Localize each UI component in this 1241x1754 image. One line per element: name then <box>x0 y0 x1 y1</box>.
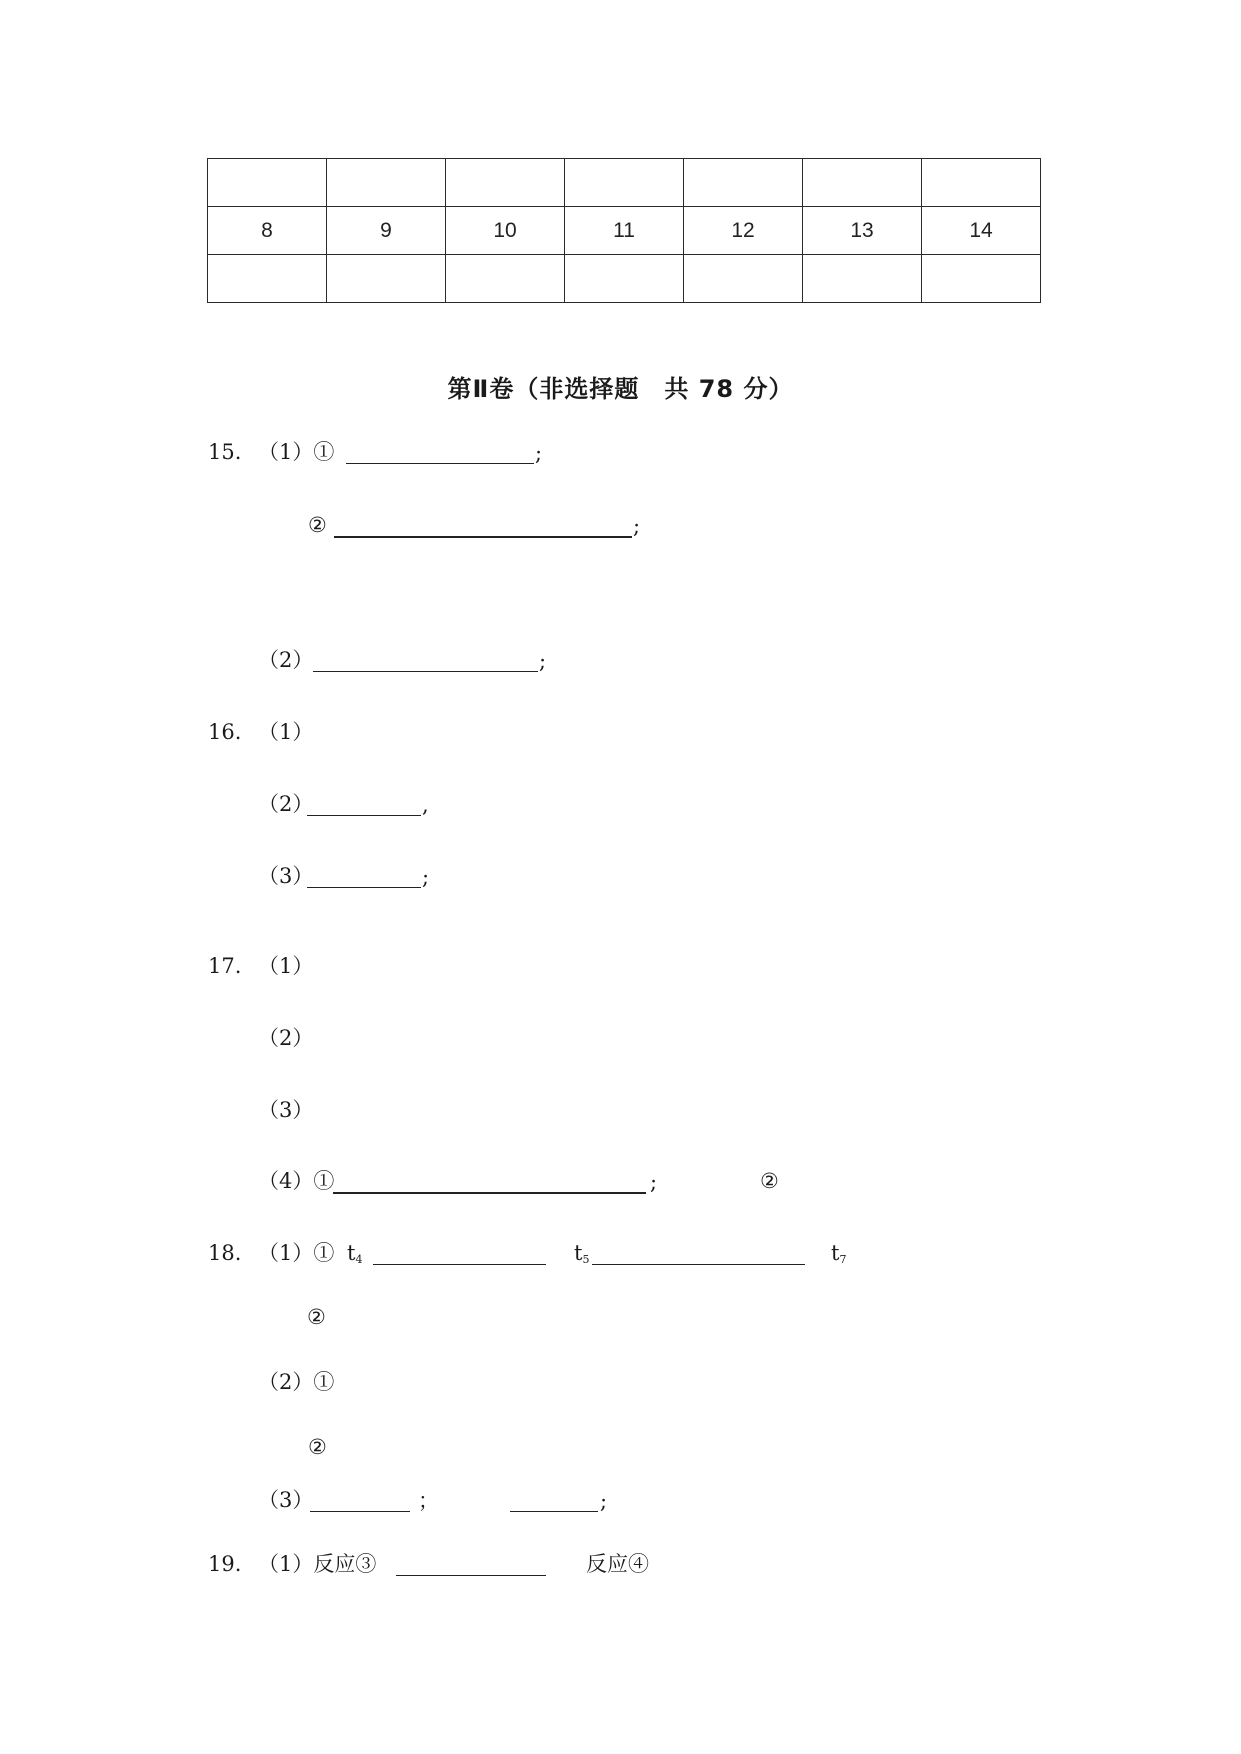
reaction-label: 反应④ <box>586 1552 649 1576</box>
time-label-t7: $t_7$ <box>831 1241 847 1266</box>
question-number-cell: 10 <box>446 207 565 255</box>
question-number-cell: 14 <box>922 207 1041 255</box>
part-label: （2） <box>258 648 314 672</box>
answer-cell[interactable] <box>803 255 922 303</box>
question-number: 15. <box>208 440 242 464</box>
part-label: （2）① <box>258 1370 335 1394</box>
answer-blank[interactable] <box>307 887 421 888</box>
sub-part-label: ② <box>308 1435 327 1459</box>
part-label: （1）① <box>258 1241 335 1265</box>
answer-blank[interactable] <box>592 1264 805 1265</box>
answer-cell[interactable] <box>446 255 565 303</box>
answer-blank[interactable] <box>334 536 632 538</box>
answer-cell[interactable] <box>803 159 922 207</box>
part-label: （3） <box>258 1098 314 1122</box>
punctuation: ; <box>650 1170 658 1194</box>
part-label: （1）反应③ <box>258 1552 377 1576</box>
time-label-t4: $t_4$ <box>347 1241 363 1266</box>
part-label: （1）① <box>258 440 335 464</box>
section-title: 第Ⅱ卷（非选择题 共 78 分） <box>447 375 794 403</box>
part-label: （1） <box>258 954 314 978</box>
answer-cell[interactable] <box>922 159 1041 207</box>
answer-blank[interactable] <box>346 463 534 464</box>
part-label: （2） <box>258 1026 314 1050</box>
answer-cell[interactable] <box>327 255 446 303</box>
question-number: 17. <box>208 954 242 978</box>
question-number: 16. <box>208 720 242 744</box>
answer-blank[interactable] <box>310 1511 410 1512</box>
table-row <box>208 255 1041 303</box>
sub-part-label: ② <box>308 513 327 537</box>
punctuation: ; <box>535 441 543 465</box>
question-number: 18. <box>208 1241 242 1265</box>
punctuation: ; <box>600 1489 608 1513</box>
answer-cell[interactable] <box>446 159 565 207</box>
question-number: 19. <box>208 1552 242 1576</box>
question-number-cell: 11 <box>565 207 684 255</box>
part-label: （3） <box>258 864 314 888</box>
answer-blank[interactable] <box>307 815 421 816</box>
answer-cell[interactable] <box>684 159 803 207</box>
part-label: （2） <box>258 792 314 816</box>
punctuation: ； <box>418 1489 439 1513</box>
punctuation: , <box>422 793 429 817</box>
answer-table <box>207 158 1041 303</box>
part-label: （4）① <box>258 1169 335 1193</box>
answer-cell[interactable] <box>565 255 684 303</box>
answer-cell[interactable] <box>565 159 684 207</box>
part-label: （3） <box>258 1488 314 1512</box>
table-row <box>208 159 1041 207</box>
answer-blank[interactable] <box>396 1575 546 1576</box>
punctuation: ; <box>422 865 430 889</box>
sub-part-label: ② <box>760 1169 779 1193</box>
answer-blank[interactable] <box>333 1192 646 1194</box>
punctuation: ; <box>633 514 641 538</box>
punctuation: ; <box>539 649 547 673</box>
answer-cell[interactable] <box>327 159 446 207</box>
answer-blank[interactable] <box>313 671 538 672</box>
sub-part-label: ② <box>307 1305 326 1329</box>
answer-cell[interactable] <box>208 159 327 207</box>
time-label-t5: $t_5$ <box>574 1241 590 1266</box>
question-number-cell: 9 <box>327 207 446 255</box>
question-number-cell: 12 <box>684 207 803 255</box>
question-number-cell: 8 <box>208 207 327 255</box>
answer-cell[interactable] <box>922 255 1041 303</box>
answer-cell[interactable] <box>208 255 327 303</box>
question-number-cell: 13 <box>803 207 922 255</box>
answer-cell[interactable] <box>684 255 803 303</box>
part-label: （1） <box>258 720 314 744</box>
table-row <box>208 207 1041 255</box>
answer-blank[interactable] <box>510 1511 598 1512</box>
answer-blank[interactable] <box>373 1264 546 1265</box>
